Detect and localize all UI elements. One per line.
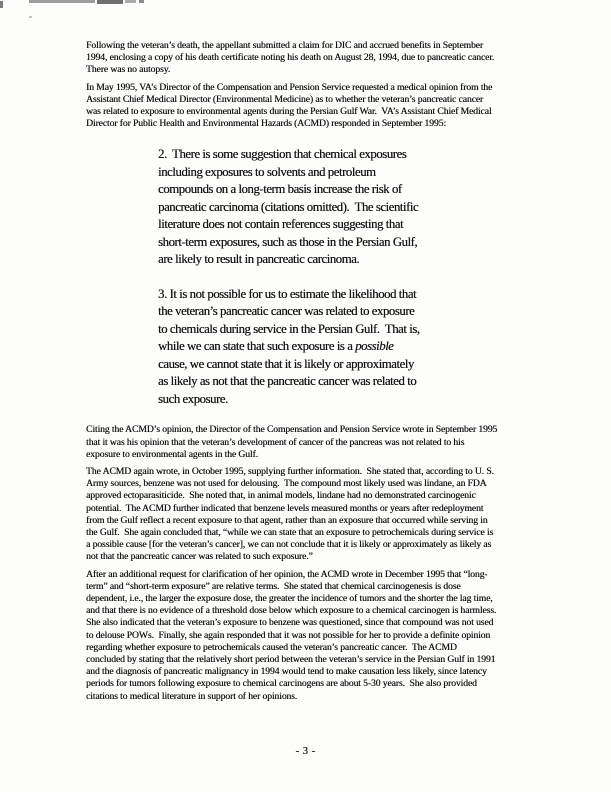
text-line: dependent, i.e., the larger the exposure dose, the greater the incidence of tumors and the shorter the lag time, bbox=[86, 593, 493, 605]
text-line: citations to medical literature in support of her opinions. bbox=[86, 690, 298, 702]
page-number: - 3 - bbox=[295, 746, 316, 757]
text-line: Army sources, benzene was not used for delousing. The compound most likely used was lindane, an FDA bbox=[86, 478, 487, 490]
text-line: concluded by stating that the relatively short period between the veteran’s service in the Persian Gulf in 1991 bbox=[86, 654, 496, 666]
text-line: Citing the ACMD’s opinion, the Director of the Compensation and Pension Service wrote in September 1995 bbox=[86, 424, 498, 436]
text-line: and that there is no evidence of a threshold dose below which exposure to a chemical carcinogen is harmless. bbox=[86, 605, 497, 617]
text-line: to delouse POWs. Finally, she again responded that it was not possible for her to provide a definite opinion bbox=[86, 629, 491, 641]
text-line: and the diagnosis of pancreatic malignancy in 1994 would tend to make causation less likely, since latency bbox=[86, 666, 487, 678]
text-line: to chemicals during service in the Persian Gulf. That is, bbox=[158, 321, 420, 336]
text-line: that it was his opinion that the veteran’s development of cancer of the pancreas was not related to his bbox=[86, 436, 465, 448]
scan-artifact-mark bbox=[29, 0, 95, 3]
paragraph-citing-opinion bbox=[86, 424, 556, 461]
text-line: She also indicated that the veteran’s exposure to benzene was questioned, since that compound was not used bbox=[86, 617, 494, 629]
paragraph-acmd-december-1995 bbox=[86, 569, 556, 703]
text-line: Following the veteran’s death, the appellant submitted a claim for DIC and accrued benefits in September bbox=[86, 40, 483, 51]
paragraph-claim-submission bbox=[86, 40, 556, 77]
scan-artifact-mark bbox=[125, 0, 136, 3]
text-line: approved ectoparasiticide. She noted that, in animal models, lindane had no demonstrated carcinogenic bbox=[86, 490, 476, 502]
scan-artifact-mark bbox=[29, 16, 32, 18]
text-line: from the Gulf reflect a recent exposure to that agent, rather than an exposure that occurred while serving in bbox=[86, 514, 488, 526]
text-line: a possible cause [for the veteran’s cancer], we can not conclude that it is likely or approximately as likely as bbox=[86, 539, 492, 551]
text-line: including exposures to solvents and petroleum bbox=[158, 164, 376, 179]
document-body bbox=[86, 40, 556, 703]
text-line: After an additional request for clarification of her opinion, the ACMD wrote in December 1995 that “long- bbox=[86, 568, 488, 580]
text-line: There was no autopsy. bbox=[86, 64, 171, 76]
text-line: term” and “short-term exposure” are relative terms. She stated that chemical carcinogenesis is dose bbox=[86, 580, 461, 592]
scan-artifact-mark bbox=[139, 0, 144, 3]
text-line: the Gulf. She again concluded that, “while we can state that an exposure to petrochemicals during service is bbox=[86, 527, 494, 539]
text-line: potential. The ACMD further indicated that benzene levels measured months or years after redeployment bbox=[86, 502, 484, 514]
text-line: In May 1995, VA’s Director of the Compensation and Pension Service requested a medical opinion from the bbox=[86, 81, 493, 93]
text-line: Director for Public Health and Environmental Hazards (ACMD) responded in September 1995: bbox=[86, 118, 446, 130]
text-line: cause, we cannot state that it is likely or approximately bbox=[158, 356, 414, 371]
paragraph-medical-opinion-request bbox=[86, 82, 556, 131]
text-line: periods for tumors following exposure to chemical carcinogens are about 5-30 years. She also provided bbox=[86, 678, 477, 690]
blockquote-item-3 bbox=[158, 286, 556, 409]
blockquote-item-2 bbox=[158, 146, 556, 269]
text-line: are likely to result in pancreatic carcinoma. bbox=[158, 252, 360, 267]
text-line: 1994, enclosing a copy of his death certificate noting his death on August 28, 1994, due to pancreatic cancer. bbox=[86, 52, 495, 64]
text-line: exposure to environmental agents in the Gulf. bbox=[86, 448, 258, 460]
text-line: The ACMD again wrote, in October 1995, supplying further information. She stated that, according to U. S. bbox=[86, 466, 494, 478]
text-line: 3. It is not possible for us to estimate the likelihood that bbox=[158, 286, 417, 301]
text-line: pancreatic carcinoma (citations omitted). The scientific bbox=[158, 199, 419, 214]
text-line: Assistant Chief Medical Director (Environmental Medicine) as to whether the veteran’s pancreatic cancer bbox=[86, 93, 484, 105]
scan-artifact-mark bbox=[0, 1, 3, 8]
text-line: literature does not contain references suggesting that bbox=[158, 217, 404, 232]
text-line: while we can state that such exposure is a possible bbox=[158, 339, 394, 354]
text-line: 2. There is some suggestion that chemical exposures bbox=[158, 147, 407, 162]
text-line: short-term exposures, such as those in the Persian Gulf, bbox=[158, 234, 418, 249]
text-line: was related to exposure to environmental agents during the Persian Gulf War. VA’s Assistant Chief Medical bbox=[86, 106, 492, 118]
text-line: the veteran’s pancreatic cancer was related to exposure bbox=[158, 304, 415, 319]
scan-artifact-mark bbox=[97, 0, 123, 4]
text-line: not that the pancreatic cancer was related to such exposure.” bbox=[86, 551, 313, 563]
text-line: such exposure. bbox=[158, 391, 228, 406]
text-line: compounds on a long-term basis increase the risk of bbox=[158, 182, 402, 197]
paragraph-acmd-october-1995 bbox=[86, 466, 556, 564]
text-line: regarding whether exposure to petrochemicals caused the veteran’s pancreatic cancer. The ACMD bbox=[86, 641, 457, 653]
text-line: as likely as not that the pancreatic cancer was related to bbox=[158, 374, 417, 389]
